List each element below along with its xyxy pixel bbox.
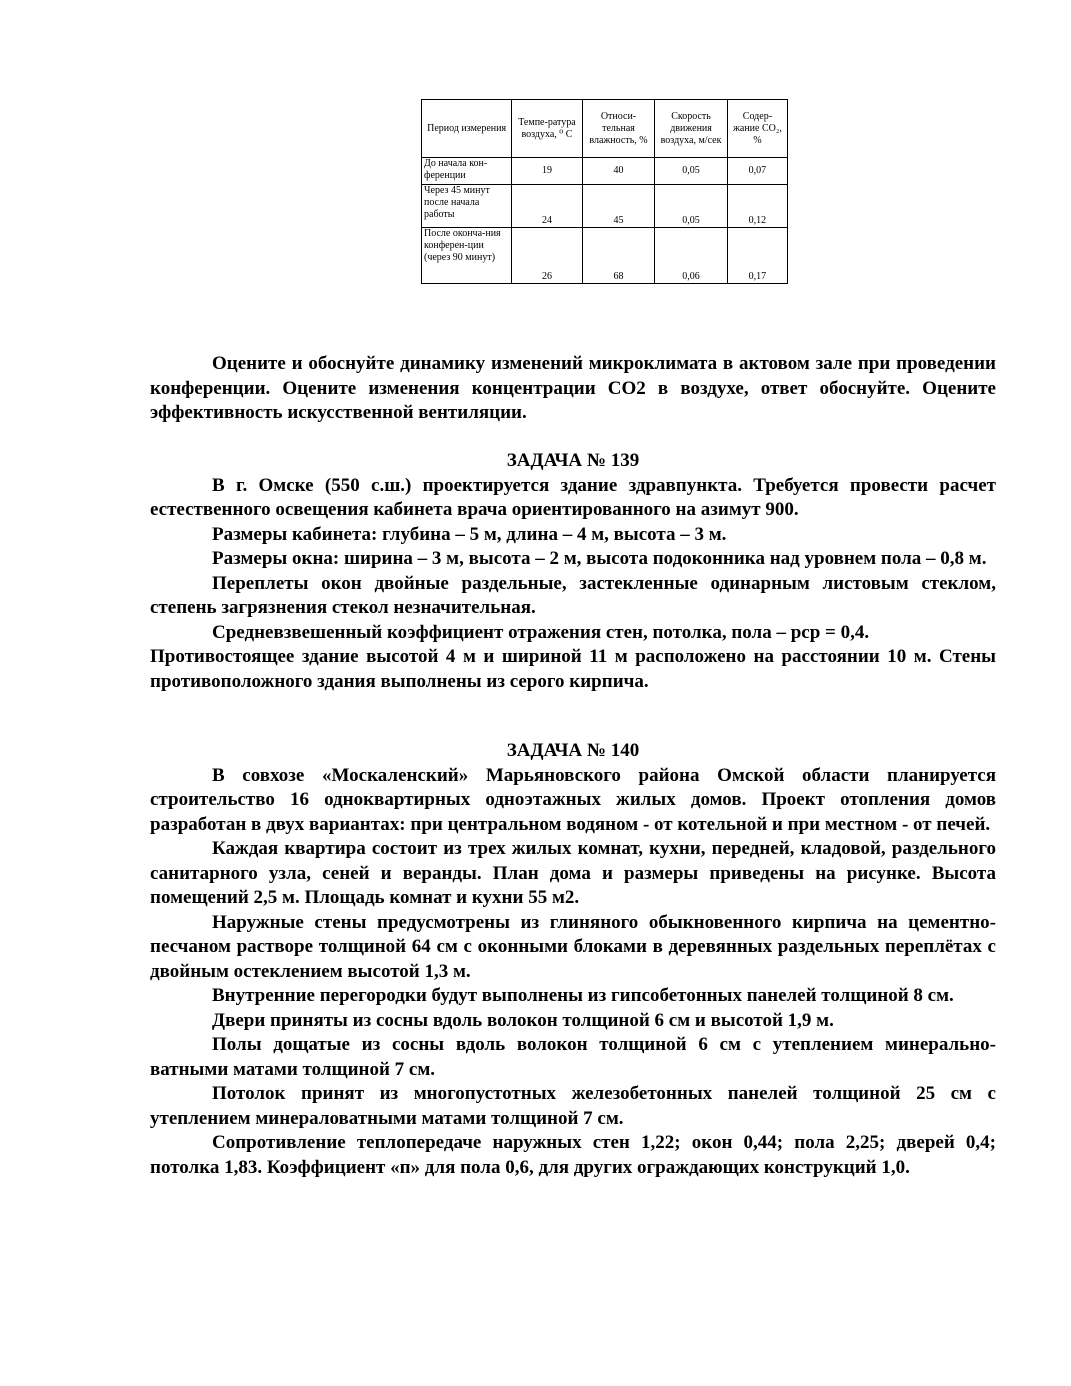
- paragraph: Размеры кабинета: глубина – 5 м, длина – 4 м, высота – 3 м.: [212, 523, 727, 545]
- paragraph: Потолок принят из многопустотных железобетонных панелей толщиной 25 см с утеплением минераловатными матами толщиной 7 см.: [150, 1083, 996, 1129]
- paragraph: Противостоящее здание высотой 4 м и шириной 11 м расположено на расстоянии 10 м. Стены противоположного здания выполнены из серого кирпича.: [150, 646, 996, 692]
- paragraph: Сопротивление теплопередаче наружных стен 1,22; окон 0,44; пола 2,25; дверей 0,4; потолка 1,83. Коэффициент «п» для пола 0,6, для других ограждающих конструкций 1,0.: [150, 1132, 996, 1178]
- paragraph: Каждая квартира состоит из трех жилых комнат, кухни, передней, кладовой, раздельного санитарного узла, сеней и веранды. План дома и размеры приведены на рисунке. Высота помещений 2,5 м. Площадь комнат и кухни 55 м2.: [150, 838, 996, 908]
- paragraph: Внутренние перегородки будут выполнены из гипсобетонных панелей толщиной 8 см.: [212, 985, 954, 1006]
- paragraph: Размеры окна: ширина – 3 м, высота – 2 м, высота подоконника над уровнем пола – 0,8 м.: [212, 548, 987, 569]
- header-co2: Содер-жание CO₂, %: [727, 100, 787, 158]
- paragraph: В г. Омске (550 с.ш.) проектируется здание здравпункта. Требуется провести расчет естественного освещения кабинета врача ориентированного на азимут 900.: [150, 474, 996, 520]
- table-row: [422, 158, 788, 185]
- header-humidity: Относи-тельная влажность, %: [582, 100, 655, 158]
- task-139-section: [150, 449, 996, 694]
- microclimate-table: [421, 99, 788, 284]
- cell-temperature: 24: [512, 185, 583, 228]
- cell-humidity: 68: [582, 228, 655, 284]
- paragraph: Средневзвешенный коэффициент отражения стен, потолка, пола – рср = 0,4.: [212, 621, 870, 643]
- cell-period: Через 45 минут после начала работы: [422, 185, 512, 228]
- paragraph: Двери приняты из сосны вдоль волокон толщиной 6 см и высотой 1,9 м.: [212, 1009, 834, 1031]
- paragraph: Наружные стены предусмотрены из глиняного обыкновенного кирпича на цементно-песчаном растворе толщиной 64 см с оконными блоками в деревянных раздельных переплётах с двойным остеклением высотой 1,3 м.: [150, 911, 996, 982]
- cell-co2: 0,12: [727, 185, 787, 228]
- paragraph: В совхозе «Москаленский» Марьяновского района Омской области планируется строительство 16 одноквартирных одноэтажных жилых домов. Проект отопления домов разработан в двух вариантах: при центральном водяном - от котельной и при местном - от печей.: [150, 764, 996, 835]
- paragraph: Полы дощатые из сосны вдоль волокон толщиной 6 см с утеплением минерально-ватными матами толщиной 7 см.: [150, 1034, 996, 1080]
- task-140-title: ЗАДАЧА № 140: [506, 740, 640, 761]
- cell-humidity: 40: [582, 158, 655, 185]
- header-temperature: Темпе-ратура воздуха, ⁰ С: [512, 100, 583, 158]
- header-period: Период измерения: [422, 100, 512, 158]
- cell-air-speed: 0,05: [655, 158, 728, 185]
- task-140-section: [150, 739, 996, 1180]
- table-row: [422, 185, 788, 228]
- cell-co2: 0,17: [727, 228, 787, 284]
- cell-air-speed: 0,05: [655, 185, 728, 228]
- cell-temperature: 19: [512, 158, 583, 185]
- cell-co2: 0,07: [727, 158, 787, 185]
- cell-period: До начала кон-ференции: [422, 158, 512, 185]
- cell-temperature: 26: [512, 228, 583, 284]
- table-header-row: [422, 100, 788, 158]
- intro-paragraph: Оцените и обоснуйте динамику изменений микроклимата в актовом зале при проведении конференции. Оцените изменения концентрации CO2 в воздухе, ответ обоснуйте. Оцените эффективность искусственной вентиляции.: [150, 353, 996, 423]
- cell-air-speed: 0,06: [655, 228, 728, 284]
- cell-period: После оконча-ния конферен-ции (через 90 минут): [422, 228, 512, 284]
- intro-section: [150, 352, 996, 426]
- table-row: [422, 228, 788, 284]
- task-139-title: ЗАДАЧА № 139: [506, 450, 640, 471]
- header-air-speed: Скорость движения воздуха, м/сек: [655, 100, 728, 158]
- cell-humidity: 45: [582, 185, 655, 228]
- paragraph: Переплеты окон двойные раздельные, застекленные одинарным листовым стеклом, степень загрязнения стекол незначительная.: [150, 572, 996, 618]
